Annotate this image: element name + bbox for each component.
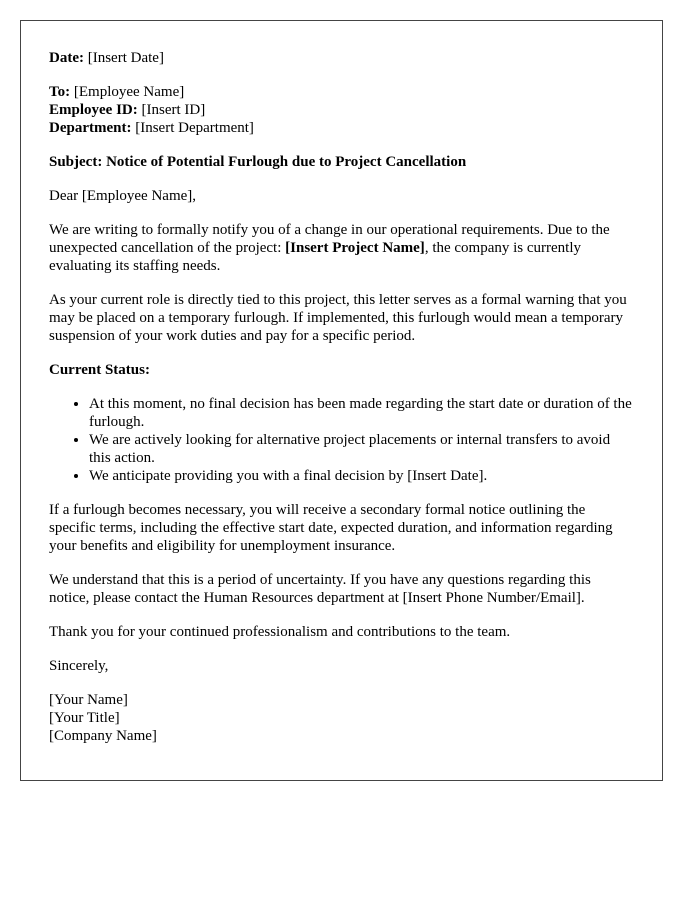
closing: Sincerely, (49, 658, 109, 674)
list-item: • We are actively looking for alternative project placements or internal transfers to avoid this action. (89, 431, 634, 467)
status-heading: Current Status: (49, 362, 150, 378)
status-list (49, 395, 634, 485)
recipient-block: To: [Employee Name] Employee ID: [Insert ID] Department: [Insert Department] (49, 84, 254, 136)
letter (20, 20, 663, 781)
subject-line: Subject: Notice of Potential Furlough due to Project Cancellation (49, 154, 467, 170)
signature-block: [Your Name] [Your Title] [Company Name] (49, 692, 157, 744)
date-line: Date: [Insert Date] (49, 50, 164, 66)
paragraph-3: If a furlough becomes necessary, you will receive a secondary formal notice outlining the specific terms, including the effective start date, expected duration, and information regarding your benefits and eligibility for unemployment insurance. (49, 502, 613, 554)
paragraph-1: We are writing to formally notify you of a change in our operational requirements. Due to the unexpected cancellation of the project: [Insert Project Name], the company is currently evaluating its staffing needs. (49, 222, 610, 274)
list-item: • We anticipate providing you with a final decision by [Insert Date]. (89, 467, 634, 485)
paragraph-5: Thank you for your continued professionalism and contributions to the team. (49, 624, 511, 640)
paragraph-4: We understand that this is a period of uncertainty. If you have any questions regarding this notice, please contact the Human Resources department at [Insert Phone Number/Email]. (49, 572, 591, 606)
paragraph-2: As your current role is directly tied to this project, this letter serves as a formal warning that you may be placed on a temporary furlough. If implemented, this furlough would mean a temporary suspension of your work duties and pay for a specific period. (49, 292, 627, 344)
list-item: • At this moment, no final decision has been made regarding the start date or duration of the furlough. (89, 395, 634, 431)
salutation: Dear [Employee Name], (49, 188, 197, 204)
